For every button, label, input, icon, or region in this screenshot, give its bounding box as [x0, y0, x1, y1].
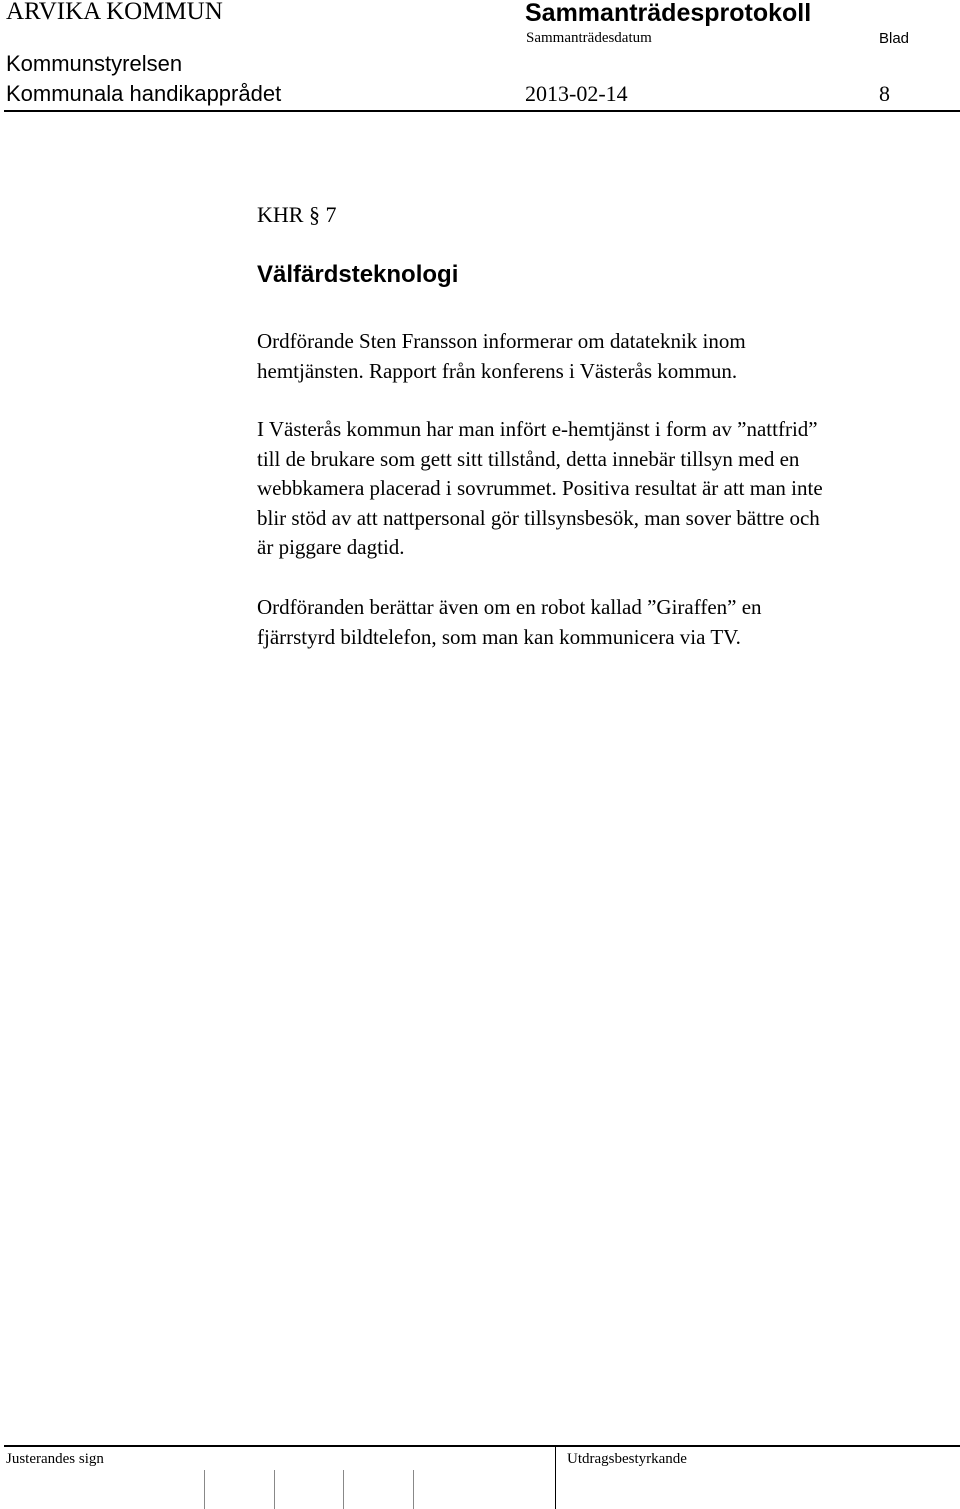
text-line: Ordföranden berättar även om en robot kallad ”Giraffen” en	[257, 595, 762, 619]
text-line: blir stöd av att nattpersonal gör tillsynsbesök, man sover bättre och	[257, 505, 820, 530]
page-number: 8	[879, 81, 890, 106]
section-title: Välfärdsteknologi	[257, 261, 459, 288]
text-line: hemtjänsten. Rapport från konferens i Västerås kommun.	[257, 358, 738, 383]
page-number-label: Blad	[879, 30, 910, 47]
footer-divider	[4, 1445, 960, 1447]
text-line: webbkamera placerad i sovrummet. Positiva resultat är att man inte	[257, 476, 823, 501]
signature-box-divider	[413, 1470, 414, 1509]
text-line: Ordförande Sten Fransson informerar om datateknik inom	[257, 329, 746, 353]
meeting-date: 2013-02-14	[525, 81, 628, 106]
meeting-date-label: Sammanträdesdatum	[526, 30, 652, 46]
paragraph-vasteras	[257, 415, 957, 563]
section-number: KHR § 7	[257, 202, 337, 227]
signature-label: Justerandes sign	[6, 1451, 104, 1467]
signature-box-divider	[343, 1470, 344, 1509]
text-line: I Västerås kommun har man infört e-hemtjänst i form av ”nattfrid”	[257, 417, 818, 441]
signature-box-divider	[204, 1470, 205, 1509]
text-line: till de brukare som gett sitt tillstånd, detta innebär tillsyn med en	[257, 446, 800, 471]
header-divider	[4, 110, 960, 112]
document-type: Sammanträdesprotokoll	[525, 0, 812, 27]
text-line: är piggare dagtid.	[257, 535, 405, 560]
text-line: fjärrstyrd bildtelefon, som man kan kommunicera via TV.	[257, 624, 741, 649]
municipality-name: ARVIKA KOMMUN	[6, 0, 223, 25]
council-name: Kommunala handikapprådet	[6, 81, 282, 106]
board-name: Kommunstyrelsen	[6, 51, 183, 76]
signature-box-divider	[274, 1470, 275, 1509]
footer-column-divider	[555, 1445, 556, 1509]
paragraph-intro	[257, 327, 957, 386]
extract-certification-label: Utdragsbestyrkande	[567, 1451, 687, 1467]
paragraph-robot	[257, 593, 957, 652]
